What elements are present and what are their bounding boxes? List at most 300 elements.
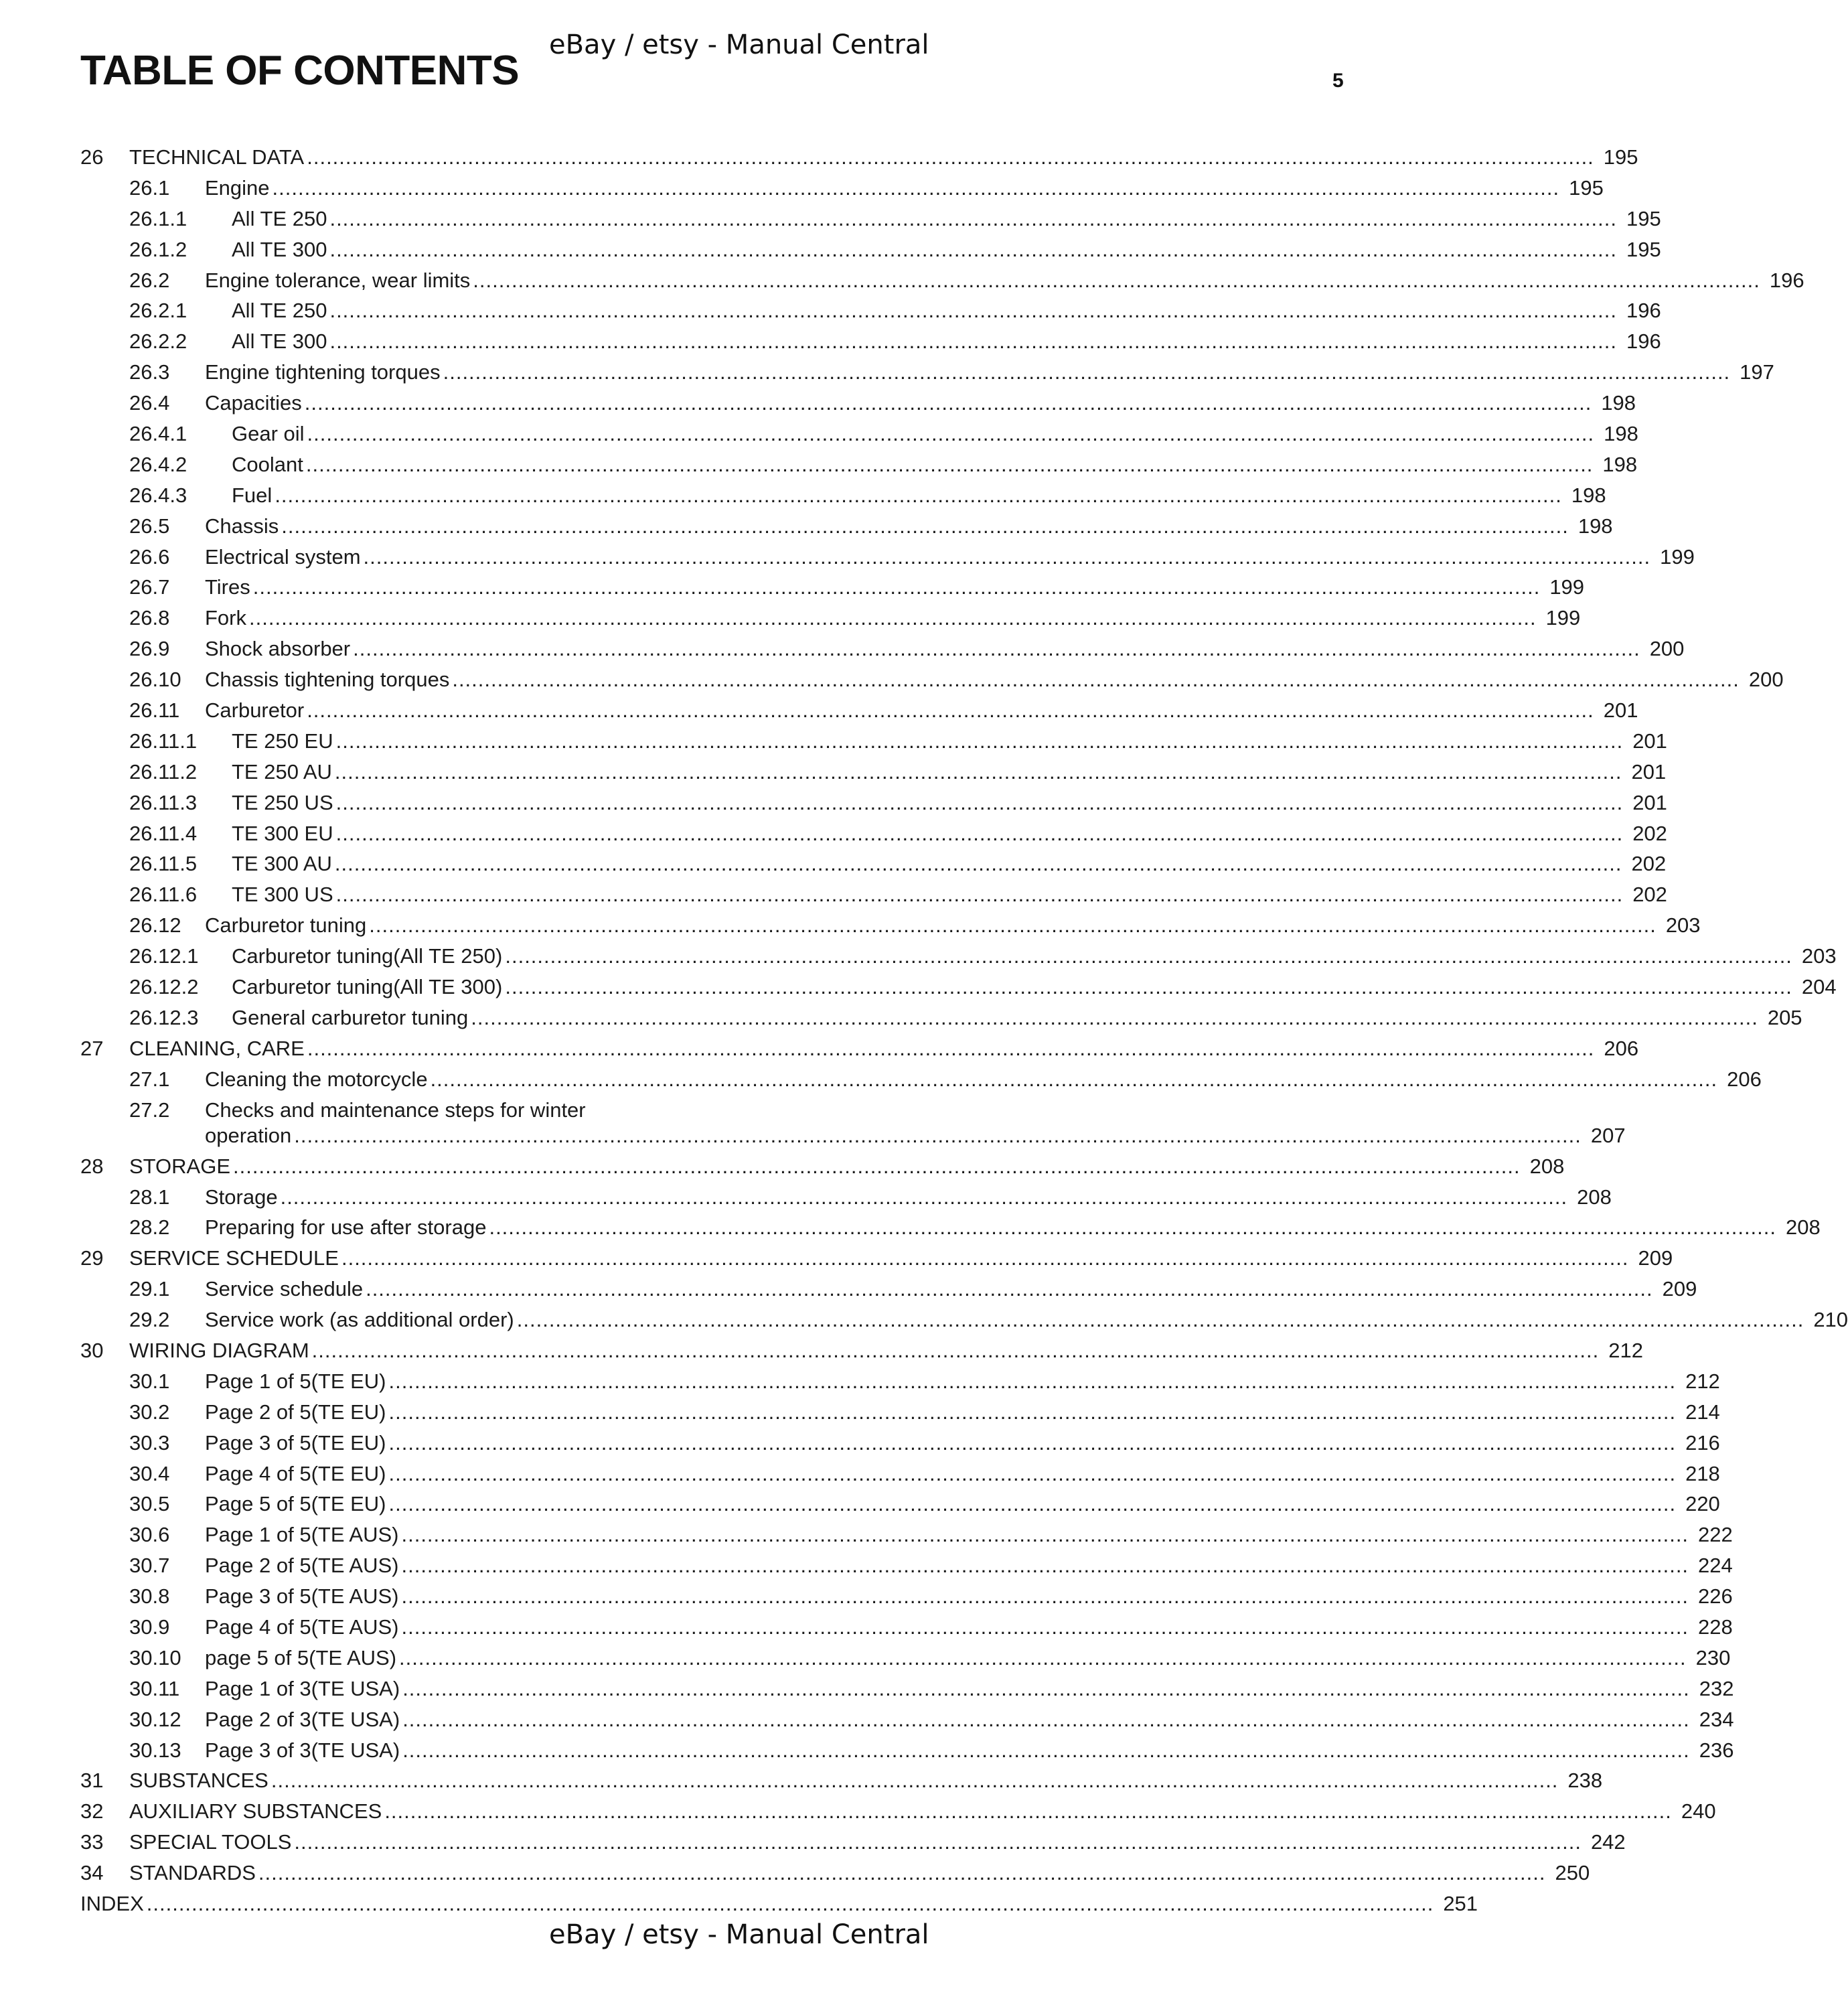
toc-entry-title: Page 5 of 5(TE EU) [205,1492,386,1516]
toc-entry-body [205,1274,1697,1305]
toc-entry-title: Fork [205,606,246,630]
toc-entry-number: 30.12 [129,1707,181,1731]
toc-entry-number: 28 [80,1154,104,1178]
toc-entry-body [232,788,1667,818]
toc-entry-page: 220 [1685,1492,1720,1516]
toc-entry-number: 26.11.2 [129,759,198,784]
toc-entry-title: TE 250 AU [232,759,332,784]
toc-entry-line [205,1305,1848,1335]
toc-entry-body [205,1704,1734,1735]
toc-entry[interactable] [80,1888,1478,1919]
toc-entry-page: 198 [1601,391,1636,415]
toc-entry-body [205,542,1695,573]
toc-entry-page: 208 [1529,1154,1565,1178]
page-title: TABLE OF CONTENTS [80,48,520,94]
toc-entry-title: page 5 of 5(TE AUS) [205,1645,397,1669]
toc-entry-number: 26.11 [129,698,180,723]
toc-entry-title: Carburetor tuning(All TE 250) [232,944,503,968]
toc-entry-body [205,1397,1720,1428]
toc-entry-body [129,1827,1626,1858]
toc-entry-line [232,757,1667,788]
toc-entry-title: SUBSTANCES [129,1769,268,1793]
toc-entry-body [205,1550,1733,1581]
dot-leader: ........................................................................................................................................................................................................ [307,1036,1595,1060]
toc-entry-body [205,173,1604,204]
toc-entry[interactable] [80,1673,1734,1704]
toc-entry-title: Carburetor tuning(All TE 300) [232,975,503,999]
toc-entry[interactable] [80,1033,1639,1064]
toc-entry-page: 199 [1545,606,1581,630]
toc-entry-page: 198 [1571,483,1606,507]
toc-entry-page: 212 [1685,1369,1720,1393]
toc-entry-number: 30.11 [129,1676,180,1700]
toc-entry-title: Page 3 of 5(TE EU) [205,1430,386,1455]
toc-entry-title: Preparing for use after storage [205,1215,487,1240]
toc-entry-body [205,1212,1821,1243]
dot-leader: ........................................................................................................................................................................................................ [452,668,1740,692]
toc-entry-page: 205 [1767,1005,1802,1029]
dot-leader: ........................................................................................................................................................................................................ [307,422,1595,446]
toc-entry-title: Carburetor tuning [205,913,367,938]
toc-entry-title: Page 1 of 5(TE AUS) [205,1523,399,1547]
toc-entry-body [205,634,1685,664]
dot-leader: ........................................................................................................................................................................................................ [334,852,1622,876]
toc-entry-title: WIRING DIAGRAM [129,1338,309,1362]
dot-leader: ........................................................................................................................................................................................................ [334,759,1622,784]
toc-entry-number: 30 [80,1338,104,1362]
toc-entry-title: All TE 250 [232,299,327,323]
dot-leader: ........................................................................................................................................................................................................ [233,1154,1521,1178]
toc-entry-title-line1: Checks and maintenance steps for winter [205,1098,586,1122]
toc-entry[interactable] [80,1735,1734,1766]
toc-entry-page: 199 [1660,544,1695,569]
toc-entry[interactable] [80,1182,1612,1213]
toc-entry-line [205,542,1695,573]
dot-leader: ........................................................................................................................................................................................................ [388,1461,1677,1485]
toc-entry[interactable] [80,1212,1821,1243]
toc-entry-body [232,726,1667,757]
toc-entry[interactable] [80,265,1804,296]
toc-entry[interactable] [80,1581,1733,1612]
toc-entry-line [205,695,1638,726]
toc-entry[interactable] [80,1796,1716,1827]
toc-entry-page: 222 [1698,1523,1733,1547]
toc-entry[interactable] [80,1489,1720,1519]
toc-entry-page: 201 [1632,729,1667,753]
toc-entry-line [205,1064,1762,1095]
toc-entry-line [205,1735,1734,1766]
toc-entry-page: 250 [1555,1861,1590,1885]
toc-entry-body [205,695,1638,726]
toc-entry-page: 203 [1665,913,1701,938]
toc-entry-page: 202 [1632,821,1667,845]
dot-leader: ........................................................................................................................................................................................................ [516,1308,1804,1332]
toc-entry[interactable] [80,419,1638,449]
toc-entry-line [205,572,1585,603]
dot-leader: ........................................................................................................................................................................................................ [505,975,1792,999]
toc-entry-body [232,419,1638,449]
toc-entry-body [129,1151,1565,1182]
toc-entry-body [232,480,1606,511]
toc-entry-body [232,941,1837,972]
toc-entry-page: 206 [1727,1067,1762,1091]
toc-entry-line [205,173,1604,204]
dot-leader: ........................................................................................................................................................................................................ [402,1676,1690,1700]
toc-entry-title: Page 2 of 5(TE EU) [205,1400,386,1424]
toc-entry-body [129,1796,1716,1827]
toc-entry-body [205,1489,1720,1519]
toc-entry[interactable] [80,1765,1603,1796]
toc-entry-title: TE 300 EU [232,821,333,845]
toc-entry-title: STANDARDS [129,1861,256,1885]
toc-entry-body [205,1459,1720,1489]
toc-entry-number: 26.4.2 [129,452,187,476]
toc-entry-number: 33 [80,1830,104,1854]
toc-entry[interactable] [80,1064,1762,1095]
toc-entry[interactable] [80,664,1784,695]
toc-entry-line [205,1489,1720,1519]
toc-entry-body [205,1735,1734,1766]
dot-leader: ........................................................................................................................................................................................................ [272,175,1560,200]
toc-entry[interactable] [80,142,1638,173]
toc-entry-title: All TE 300 [232,237,327,261]
toc-entry-line [205,1519,1733,1550]
watermark-top: eBay / etsy - Manual Central [549,29,929,60]
toc-entry[interactable] [80,1366,1720,1397]
toc-entry-number: 26.4.1 [129,422,187,446]
toc-entry[interactable] [80,1243,1673,1274]
toc-entry-page: 198 [1602,452,1638,476]
toc-entry-line [232,326,1661,357]
toc-entry-body [205,1305,1848,1335]
toc-entry-page: 209 [1662,1277,1697,1301]
toc-entry-line [205,1120,1626,1151]
dot-leader: ........................................................................................................................................................................................................ [489,1215,1777,1240]
toc-entry[interactable] [80,572,1585,603]
toc-entry-title: Storage [205,1185,278,1209]
toc-entry[interactable] [80,1274,1697,1305]
toc-entry-line [205,265,1804,296]
toc-entry-line [232,941,1837,972]
toc-entry-body [205,572,1585,603]
dot-leader: ........................................................................................................................................................................................................ [471,1005,1758,1029]
toc-entry-line [205,1366,1720,1397]
toc-entry-page: 196 [1769,268,1804,292]
toc-entry-page: 240 [1681,1799,1716,1824]
toc-entry-page: 218 [1685,1461,1720,1485]
toc-entry-title: Capacities [205,391,302,415]
toc-entry[interactable] [80,788,1667,818]
dot-leader: ........................................................................................................................................................................................................ [335,883,1624,907]
toc-entry-number: 30.13 [129,1738,181,1762]
toc-entry[interactable] [80,1428,1720,1459]
dot-leader: ........................................................................................................................................................................................................ [305,452,1594,476]
toc-entry[interactable] [80,726,1667,757]
toc-entry[interactable] [80,295,1661,326]
toc-entry-page: 214 [1685,1400,1720,1424]
toc-entry-title: All TE 300 [232,329,327,354]
toc-entry-title: TE 300 US [232,883,333,907]
toc-entry-body [232,848,1667,879]
toc-entry-number: 27.1 [129,1067,170,1091]
toc-entry-body [205,1095,1626,1151]
dot-leader: ........................................................................................................................................................................................................ [335,729,1624,753]
toc-entry-number: 27.2 [129,1098,170,1122]
toc-entry[interactable] [80,1519,1733,1550]
toc-entry-title: Engine tolerance, wear limits [205,268,471,292]
toc-entry-number: 26 [80,145,104,169]
toc-entry-number: 26.6 [129,544,170,569]
toc-entry-number: 30.10 [129,1645,181,1669]
toc-entry-title: Page 1 of 3(TE USA) [205,1676,400,1700]
toc-entry-line [232,449,1638,480]
toc-entry-number: 26.2.2 [129,329,187,354]
toc-entry[interactable] [80,879,1667,910]
toc-entry-line [205,1212,1821,1243]
toc-entry-page: 195 [1569,175,1604,200]
toc-entry[interactable] [80,695,1638,726]
toc-entry-line [232,204,1661,234]
dot-leader: ........................................................................................................................................................................................................ [388,1492,1677,1516]
toc-entry-title: Fuel [232,483,273,507]
toc-entry-page: 196 [1626,329,1661,354]
dot-leader: ........................................................................................................................................................................................................ [366,1277,1653,1301]
dot-leader: ........................................................................................................................................................................................................ [384,1799,1672,1824]
toc-entry-number: 26.12.3 [129,1005,199,1029]
toc-entry-body [205,1064,1762,1095]
dot-leader: ........................................................................................................................................................................................................ [401,1554,1689,1578]
toc-entry-page: 242 [1590,1830,1626,1854]
toc-entry[interactable] [80,634,1685,664]
toc-entry-line [205,357,1774,388]
toc-entry-title: Page 2 of 3(TE USA) [205,1707,400,1731]
toc-entry[interactable] [80,757,1667,788]
toc-entry-body [205,664,1784,695]
dot-leader: ........................................................................................................................................................................................................ [294,1123,1582,1147]
toc-entry-title: General carburetor tuning [232,1005,469,1029]
toc-entry[interactable] [80,848,1667,879]
toc-entry-line [232,788,1667,818]
toc-entry-number: 26.1.2 [129,237,187,261]
toc-entry-title: Tires [205,575,250,599]
toc-entry[interactable] [80,1459,1720,1489]
toc-entry[interactable] [80,1858,1590,1888]
toc-entry[interactable] [80,1095,1626,1151]
toc-entry-title: Engine [205,175,270,200]
toc-entry[interactable] [80,449,1638,480]
toc-entry-number: 26.4.3 [129,483,187,507]
toc-entry[interactable] [80,818,1667,849]
toc-entry-number: 26.11.5 [129,852,198,876]
toc-entry[interactable] [80,542,1695,573]
toc-entry[interactable] [80,1305,1848,1335]
toc-entry-line [205,1397,1720,1428]
toc-entry-page: 236 [1699,1738,1734,1762]
toc-entry-page: 197 [1740,360,1774,384]
toc-entry-number: 26.11.1 [129,729,198,753]
toc-entry[interactable] [80,1151,1565,1182]
toc-entry-body [80,1888,1478,1919]
toc-entry-page: 201 [1631,759,1667,784]
toc-entry-line [205,1428,1720,1459]
toc-entry-body [232,204,1661,234]
toc-entry-number: 31 [80,1769,104,1793]
dot-leader: ........................................................................................................................................................................................................ [329,329,1618,354]
toc-entry-line [232,726,1667,757]
toc-entry-line [232,234,1661,265]
dot-leader: ........................................................................................................................................................................................................ [271,1769,1559,1793]
toc-entry-line [232,480,1606,511]
toc-entry-number: 27 [80,1036,104,1060]
dot-leader: ........................................................................................................................................................................................................ [402,1707,1690,1731]
toc-entry[interactable] [80,204,1661,234]
toc-entry-page: 199 [1549,575,1585,599]
dot-leader: ........................................................................................................................................................................................................ [280,1185,1568,1209]
dot-leader: ........................................................................................................................................................................................................ [335,821,1624,845]
toc-entry[interactable] [80,480,1606,511]
dot-leader: ........................................................................................................................................................................................................ [388,1430,1677,1455]
toc-entry[interactable] [80,511,1613,542]
dot-leader: ........................................................................................................................................................................................................ [388,1369,1677,1393]
toc-entry-page: 226 [1698,1584,1733,1609]
dot-leader: ........................................................................................................................................................................................................ [473,268,1760,292]
dot-leader: ........................................................................................................................................................................................................ [329,206,1618,230]
toc-entry-page: 230 [1695,1645,1731,1669]
toc-entry-number: 26.4 [129,391,170,415]
toc-entry-number: 29.2 [129,1308,170,1332]
toc-entry[interactable] [80,1002,1802,1033]
toc-entry-title: TE 250 US [232,790,333,814]
toc-entry-title: Service work (as additional order) [205,1308,514,1332]
dot-leader: ........................................................................................................................................................................................................ [430,1067,1718,1091]
toc-entry-page: 216 [1685,1430,1720,1455]
toc-entry-number: 26.12 [129,913,181,938]
toc-entry[interactable] [80,972,1837,1002]
toc-entry[interactable] [80,910,1701,941]
toc-entry[interactable] [80,1643,1731,1673]
toc-entry-page: 238 [1567,1769,1603,1793]
toc-entry-line [205,388,1636,419]
toc-entry-number: 30.8 [129,1584,170,1609]
toc-entry-page: 207 [1590,1123,1626,1147]
toc-entry-body [205,511,1613,542]
toc-entry-body [205,910,1701,941]
toc-entry-body [205,1182,1612,1213]
dot-leader: ........................................................................................................................................................................................................ [399,1645,1687,1669]
toc-entry-title: Page 3 of 3(TE USA) [205,1738,400,1762]
toc-entry-line [129,1335,1643,1366]
toc-entry-line [205,634,1685,664]
toc-entry-title: Coolant [232,452,303,476]
toc-entry[interactable] [80,941,1837,972]
toc-entry-number: 29 [80,1246,104,1270]
toc-entry-line [129,142,1638,173]
toc-entry-body [205,603,1581,634]
toc-entry-title: operation [205,1123,292,1147]
toc-entry-body [205,1643,1731,1673]
toc-entry-title: Page 2 of 5(TE AUS) [205,1554,399,1578]
toc-entry-number: 26.2 [129,268,170,292]
toc-entry-page: 224 [1698,1554,1733,1578]
toc-entry-page: 201 [1603,698,1638,723]
toc-entry-body [232,449,1638,480]
toc-entry-body [205,1366,1720,1397]
dot-leader: ........................................................................................................................................................................................................ [329,237,1618,261]
dot-leader: ........................................................................................................................................................................................................ [258,1861,1546,1885]
dot-leader: ........................................................................................................................................................................................................ [388,1400,1677,1424]
dot-leader: ........................................................................................................................................................................................................ [311,1338,1600,1362]
toc-entry-title: Page 3 of 5(TE AUS) [205,1584,399,1609]
toc-entry-body [232,326,1661,357]
dot-leader: ........................................................................................................................................................................................................ [281,514,1569,538]
toc-entry[interactable] [80,1397,1720,1428]
toc-entry[interactable] [80,603,1581,634]
toc-entry-body [205,265,1804,296]
dot-leader: ........................................................................................................................................................................................................ [363,544,1651,569]
toc-entry[interactable] [80,1612,1733,1643]
toc-entry[interactable] [80,326,1661,357]
toc-entry-page: 195 [1626,206,1661,230]
toc-entry[interactable] [80,1704,1734,1735]
toc-entry-page: 196 [1626,299,1661,323]
toc-entry-body [232,757,1667,788]
toc-entry-line [205,1274,1697,1305]
toc-entry[interactable] [80,1335,1643,1366]
toc-entry-title: Engine tightening torques [205,360,441,384]
dot-leader: ........................................................................................................................................................................................................ [402,1738,1690,1762]
dot-leader: ........................................................................................................................................................................................................ [401,1584,1689,1609]
toc-entry[interactable] [80,388,1636,419]
toc-entry-page: 212 [1608,1338,1643,1362]
toc-entry-number: 26.11.3 [129,790,198,814]
toc-entry-page: 234 [1699,1707,1734,1731]
toc-entry[interactable] [80,173,1604,204]
page-number: 5 [1332,70,1344,92]
toc-entry-title: TE 250 EU [232,729,333,753]
toc-entry-body [129,1243,1673,1274]
toc-entry-number: 26.3 [129,360,170,384]
toc-entry-page: 195 [1603,145,1638,169]
toc-entry-number: 26.10 [129,668,181,692]
toc-entry-title: STORAGE [129,1154,231,1178]
toc-entry-number: 34 [80,1861,104,1885]
toc-entry-line [205,910,1701,941]
toc-entry[interactable] [80,234,1661,265]
dot-leader: ........................................................................................................................................................................................................ [329,299,1618,323]
dot-leader: ........................................................................................................................................................................................................ [505,944,1792,968]
toc-entry-line [232,972,1837,1002]
toc-entry-title: SERVICE SCHEDULE [129,1246,339,1270]
toc-entry[interactable] [80,1550,1733,1581]
toc-entry-page: 206 [1604,1036,1639,1060]
toc-entry-body [205,1612,1733,1643]
toc-entry-line [205,1643,1731,1673]
toc-entry-number: 26.7 [129,575,170,599]
toc-entry-line [232,1002,1802,1033]
toc-entry-line [232,295,1661,326]
toc-entry[interactable] [80,357,1774,388]
toc-entry-number: 30.3 [129,1430,170,1455]
toc-entry-number: 26.2.1 [129,299,187,323]
toc-entry-body [129,1033,1639,1064]
toc-entry-page: 198 [1604,422,1638,446]
toc-entry-page: 200 [1748,668,1784,692]
toc-entry-title: Electrical system [205,544,361,569]
toc-entry-page: 209 [1638,1246,1673,1270]
toc-entry-title: INDEX [80,1891,144,1915]
toc-entry-body [205,357,1774,388]
toc-entry[interactable] [80,1827,1626,1858]
